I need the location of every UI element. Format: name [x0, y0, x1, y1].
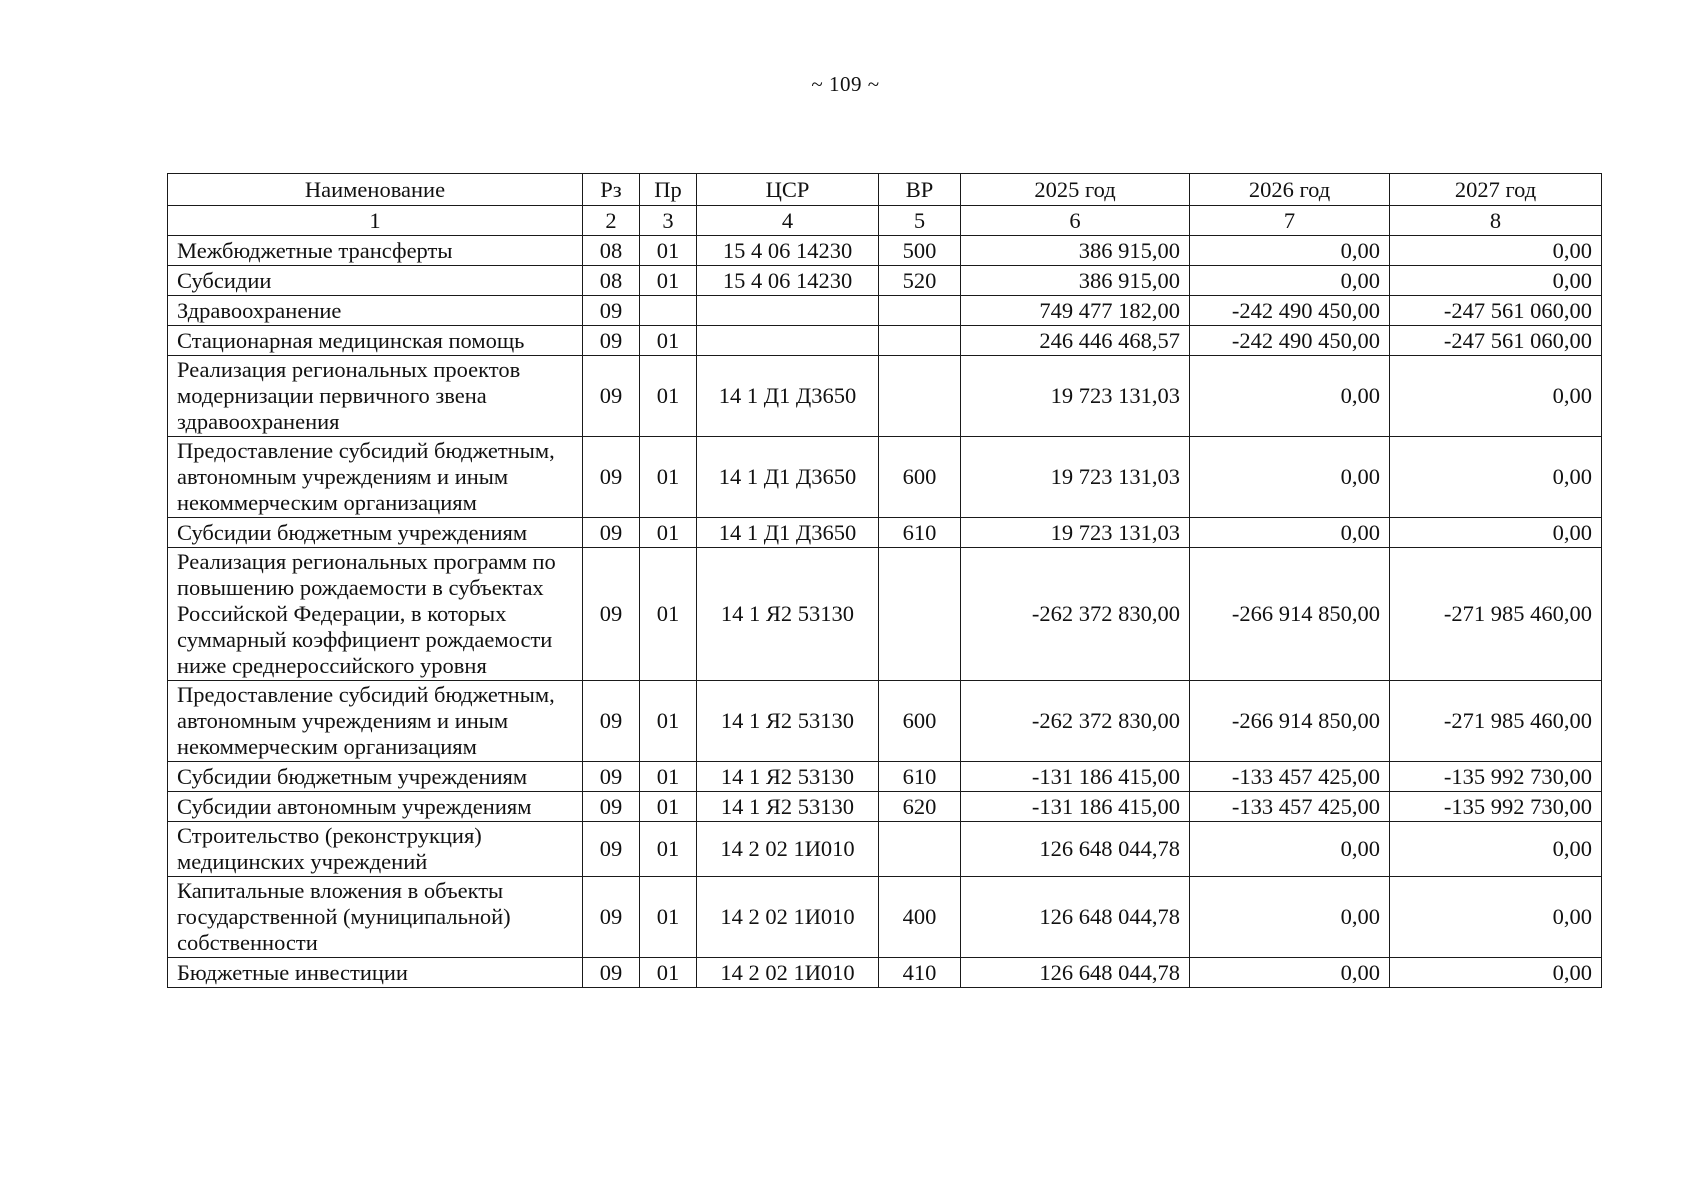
- cell-csr: [697, 296, 879, 326]
- cell-pr: 01: [640, 356, 697, 437]
- cell-name: Субсидии автономным учреждениям: [168, 792, 583, 822]
- column-number: 6: [961, 206, 1190, 236]
- cell-vr: [879, 296, 961, 326]
- cell-pr: 01: [640, 548, 697, 681]
- cell-pr: 01: [640, 266, 697, 296]
- cell-rz: 09: [583, 762, 640, 792]
- cell-csr: 14 2 02 1И010: [697, 958, 879, 988]
- cell-2027: -247 561 060,00: [1390, 326, 1602, 356]
- table-row: [168, 266, 1602, 296]
- cell-2027: 0,00: [1390, 518, 1602, 548]
- column-header-vr: ВР: [879, 174, 961, 206]
- column-number: 2: [583, 206, 640, 236]
- cell-2026: 0,00: [1190, 518, 1390, 548]
- cell-2027: -271 985 460,00: [1390, 681, 1602, 762]
- table-row: [168, 518, 1602, 548]
- cell-vr: 410: [879, 958, 961, 988]
- table-row: [168, 437, 1602, 518]
- cell-2027: 0,00: [1390, 958, 1602, 988]
- cell-rz: 09: [583, 792, 640, 822]
- cell-vr: 520: [879, 266, 961, 296]
- cell-pr: 01: [640, 822, 697, 877]
- cell-2025: -262 372 830,00: [961, 681, 1190, 762]
- cell-csr: 14 1 Я2 53130: [697, 792, 879, 822]
- column-header-2027: 2027 год: [1390, 174, 1602, 206]
- cell-name: Стационарная медицинская помощь: [168, 326, 583, 356]
- budget-table: [167, 173, 1602, 988]
- cell-2026: -133 457 425,00: [1190, 792, 1390, 822]
- column-header-rz: Рз: [583, 174, 640, 206]
- cell-2025: 126 648 044,78: [961, 822, 1190, 877]
- table-row: [168, 236, 1602, 266]
- cell-2025: -131 186 415,00: [961, 762, 1190, 792]
- cell-rz: 08: [583, 236, 640, 266]
- cell-rz: 09: [583, 326, 640, 356]
- cell-rz: 09: [583, 296, 640, 326]
- cell-2027: -135 992 730,00: [1390, 792, 1602, 822]
- cell-csr: [697, 326, 879, 356]
- cell-rz: 08: [583, 266, 640, 296]
- cell-2027: 0,00: [1390, 437, 1602, 518]
- cell-name: Здравоохранение: [168, 296, 583, 326]
- cell-2027: 0,00: [1390, 236, 1602, 266]
- cell-2026: 0,00: [1190, 437, 1390, 518]
- cell-csr: 14 2 02 1И010: [697, 822, 879, 877]
- table-row: [168, 792, 1602, 822]
- cell-2025: 126 648 044,78: [961, 958, 1190, 988]
- cell-pr: 01: [640, 762, 697, 792]
- cell-vr: 600: [879, 437, 961, 518]
- column-header-csr: ЦСР: [697, 174, 879, 206]
- cell-rz: 09: [583, 877, 640, 958]
- cell-vr: 620: [879, 792, 961, 822]
- cell-2026: 0,00: [1190, 236, 1390, 266]
- cell-2026: 0,00: [1190, 822, 1390, 877]
- cell-2025: 749 477 182,00: [961, 296, 1190, 326]
- cell-2026: -242 490 450,00: [1190, 296, 1390, 326]
- cell-2025: 386 915,00: [961, 266, 1190, 296]
- cell-rz: 09: [583, 548, 640, 681]
- cell-2025: 246 446 468,57: [961, 326, 1190, 356]
- cell-vr: [879, 356, 961, 437]
- header-row: [168, 174, 1602, 206]
- cell-2025: -131 186 415,00: [961, 792, 1190, 822]
- cell-name: Реализация региональных проектов модернизации первичного звена здравоохранения: [168, 356, 583, 437]
- column-number: 4: [697, 206, 879, 236]
- column-number: 3: [640, 206, 697, 236]
- cell-pr: 01: [640, 877, 697, 958]
- table-row: [168, 326, 1602, 356]
- cell-name: Субсидии бюджетным учреждениям: [168, 762, 583, 792]
- cell-vr: 610: [879, 518, 961, 548]
- table-row: [168, 822, 1602, 877]
- cell-2027: -271 985 460,00: [1390, 548, 1602, 681]
- cell-pr: 01: [640, 681, 697, 762]
- cell-vr: [879, 822, 961, 877]
- cell-csr: 14 1 Я2 53130: [697, 548, 879, 681]
- cell-pr: [640, 296, 697, 326]
- cell-2025: 386 915,00: [961, 236, 1190, 266]
- table-body: [168, 236, 1602, 988]
- cell-pr: 01: [640, 958, 697, 988]
- cell-csr: 14 1 Д1 Д3650: [697, 356, 879, 437]
- cell-rz: 09: [583, 356, 640, 437]
- cell-pr: 01: [640, 518, 697, 548]
- cell-2027: 0,00: [1390, 356, 1602, 437]
- cell-pr: 01: [640, 236, 697, 266]
- cell-pr: 01: [640, 326, 697, 356]
- column-number: 7: [1190, 206, 1390, 236]
- table-row: [168, 958, 1602, 988]
- cell-name: Капитальные вложения в объекты государственной (муниципальной) собственности: [168, 877, 583, 958]
- cell-vr: 400: [879, 877, 961, 958]
- column-header-2026: 2026 год: [1190, 174, 1390, 206]
- cell-2026: -133 457 425,00: [1190, 762, 1390, 792]
- cell-name: Межбюджетные трансферты: [168, 236, 583, 266]
- cell-name: Строительство (реконструкция) медицинских учреждений: [168, 822, 583, 877]
- cell-csr: 15 4 06 14230: [697, 266, 879, 296]
- cell-csr: 14 1 Д1 Д3650: [697, 518, 879, 548]
- cell-csr: 14 1 Я2 53130: [697, 681, 879, 762]
- cell-csr: 14 2 02 1И010: [697, 877, 879, 958]
- cell-vr: 500: [879, 236, 961, 266]
- cell-2027: -135 992 730,00: [1390, 762, 1602, 792]
- cell-vr: [879, 548, 961, 681]
- cell-rz: 09: [583, 681, 640, 762]
- table-row: [168, 356, 1602, 437]
- cell-2025: 126 648 044,78: [961, 877, 1190, 958]
- cell-pr: 01: [640, 437, 697, 518]
- column-header-name: Наименование: [168, 174, 583, 206]
- cell-2026: -242 490 450,00: [1190, 326, 1390, 356]
- column-header-pr: Пр: [640, 174, 697, 206]
- cell-2026: 0,00: [1190, 877, 1390, 958]
- table-row: [168, 762, 1602, 792]
- cell-2027: 0,00: [1390, 822, 1602, 877]
- column-number-row: [168, 206, 1602, 236]
- cell-2026: 0,00: [1190, 266, 1390, 296]
- cell-rz: 09: [583, 437, 640, 518]
- cell-rz: 09: [583, 518, 640, 548]
- cell-rz: 09: [583, 958, 640, 988]
- table-row: [168, 877, 1602, 958]
- cell-2026: 0,00: [1190, 958, 1390, 988]
- cell-2025: 19 723 131,03: [961, 518, 1190, 548]
- cell-vr: 610: [879, 762, 961, 792]
- cell-vr: [879, 326, 961, 356]
- cell-name: Предоставление субсидий бюджетным, автономным учреждениям и иным некоммерческим организациям: [168, 437, 583, 518]
- column-number: 5: [879, 206, 961, 236]
- cell-2027: -247 561 060,00: [1390, 296, 1602, 326]
- cell-2026: -266 914 850,00: [1190, 681, 1390, 762]
- cell-2027: 0,00: [1390, 877, 1602, 958]
- cell-rz: 09: [583, 822, 640, 877]
- cell-2025: -262 372 830,00: [961, 548, 1190, 681]
- cell-pr: 01: [640, 792, 697, 822]
- table-row: [168, 296, 1602, 326]
- table-row: [168, 548, 1602, 681]
- cell-2027: 0,00: [1390, 266, 1602, 296]
- cell-2025: 19 723 131,03: [961, 356, 1190, 437]
- cell-vr: 600: [879, 681, 961, 762]
- cell-csr: 14 1 Д1 Д3650: [697, 437, 879, 518]
- cell-name: Предоставление субсидий бюджетным, автономным учреждениям и иным некоммерческим организациям: [168, 681, 583, 762]
- cell-2026: -266 914 850,00: [1190, 548, 1390, 681]
- column-header-2025: 2025 год: [961, 174, 1190, 206]
- column-number: 8: [1390, 206, 1602, 236]
- cell-2025: 19 723 131,03: [961, 437, 1190, 518]
- page-number: ~ 109 ~: [811, 72, 880, 96]
- table-row: [168, 681, 1602, 762]
- cell-name: Субсидии: [168, 266, 583, 296]
- cell-2026: 0,00: [1190, 356, 1390, 437]
- column-number: 1: [168, 206, 583, 236]
- cell-name: Бюджетные инвестиции: [168, 958, 583, 988]
- cell-csr: 14 1 Я2 53130: [697, 762, 879, 792]
- cell-name: Реализация региональных программ по повышению рождаемости в субъектах Российской Федерации, в которых суммарный коэффициент рождаемости ниже среднероссийского уровня: [168, 548, 583, 681]
- cell-name: Субсидии бюджетным учреждениям: [168, 518, 583, 548]
- cell-csr: 15 4 06 14230: [697, 236, 879, 266]
